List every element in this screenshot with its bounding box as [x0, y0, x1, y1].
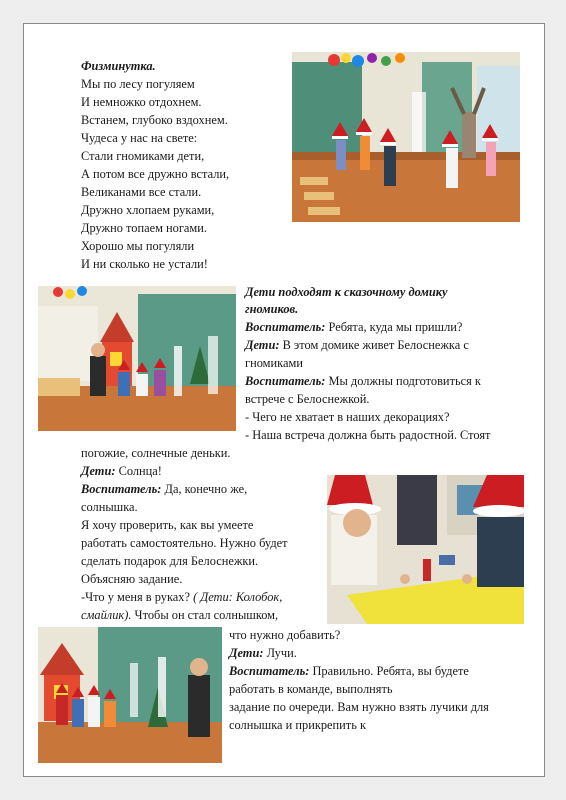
- poem-line: Дружно хлопаем руками,: [81, 203, 215, 217]
- section-heading-house-cont: гномиков.: [245, 302, 299, 316]
- photo-children-dancing: [292, 52, 520, 222]
- poem-line: А потом все дружно встали,: [81, 167, 230, 181]
- poem-line: И немножко отдохнем.: [81, 95, 202, 109]
- poem-line: Дружно топаем ногами.: [81, 221, 207, 235]
- poem-line: Хорошо мы погуляли: [81, 239, 195, 253]
- dialogue-line: Воспитатель: Да, конечно же,: [81, 482, 248, 496]
- poem-line: Встанем, глубоко вздохнем.: [81, 113, 228, 127]
- dialogue-line: Дети: В этом домике живет Белоснежка с: [245, 338, 469, 352]
- poem-line: И ни сколько не устали!: [81, 257, 208, 271]
- dialogue-line: Воспитатель: Правильно. Ребята, вы будете: [229, 664, 469, 678]
- document-page: [23, 23, 545, 777]
- dialogue-line: солнышка.: [81, 500, 138, 514]
- dialogue-line: солнышка и прикрепить к: [229, 718, 366, 732]
- photo-fairy-house: [38, 286, 236, 431]
- dialogue-line: что нужно добавить?: [229, 628, 341, 642]
- dialogue-line: погожие, солнечные деньки.: [81, 446, 231, 460]
- poem-line: Стали гномиками дети,: [81, 149, 205, 163]
- dialogue-line: Объясняю задание.: [81, 572, 183, 586]
- dialogue-line: работать в команде, выполнять: [229, 682, 393, 696]
- dialogue-line: Дети: Лучи.: [229, 646, 297, 660]
- dialogue-line: сделать подарок для Белоснежки.: [81, 554, 259, 568]
- dialogue-line: смайлик). Чтобы он стал солнышком,: [81, 608, 279, 622]
- dialogue-line: Воспитатель: Мы должны подготовиться к: [245, 374, 481, 388]
- photo-teacher-with-children: [38, 627, 222, 763]
- dialogue-line: -Что у меня в руках? ( Дети: Колобок,: [81, 590, 283, 604]
- dialogue-line: гномиками: [245, 356, 303, 370]
- photo-table-activity: [327, 475, 524, 624]
- dialogue-line: встрече с Белоснежкой.: [245, 392, 370, 406]
- dialogue-line: Воспитатель: Ребята, куда мы пришли?: [245, 320, 463, 334]
- poem-line: Чудеса у нас на свете:: [81, 131, 198, 145]
- dialogue-line: Я хочу проверить, как вы умеете: [81, 518, 254, 532]
- dialogue-line: - Наша встреча должна быть радостной. Стоят: [245, 428, 491, 442]
- poem-line: Великанами все стали.: [81, 185, 202, 199]
- dialogue-line: - Чего не хватает в наших декорациях?: [245, 410, 450, 424]
- dialogue-line: Дети: Солнца!: [81, 464, 162, 478]
- dialogue-line: задание по очереди. Вам нужно взять лучики для: [229, 700, 489, 714]
- section-heading-fizminutka: Физминутка.: [81, 59, 156, 73]
- section-heading-house: Дети подходят к сказочному домику: [245, 285, 448, 299]
- poem-line: Мы по лесу погуляем: [81, 77, 195, 91]
- dialogue-line: работать самостоятельно. Нужно будет: [81, 536, 288, 550]
